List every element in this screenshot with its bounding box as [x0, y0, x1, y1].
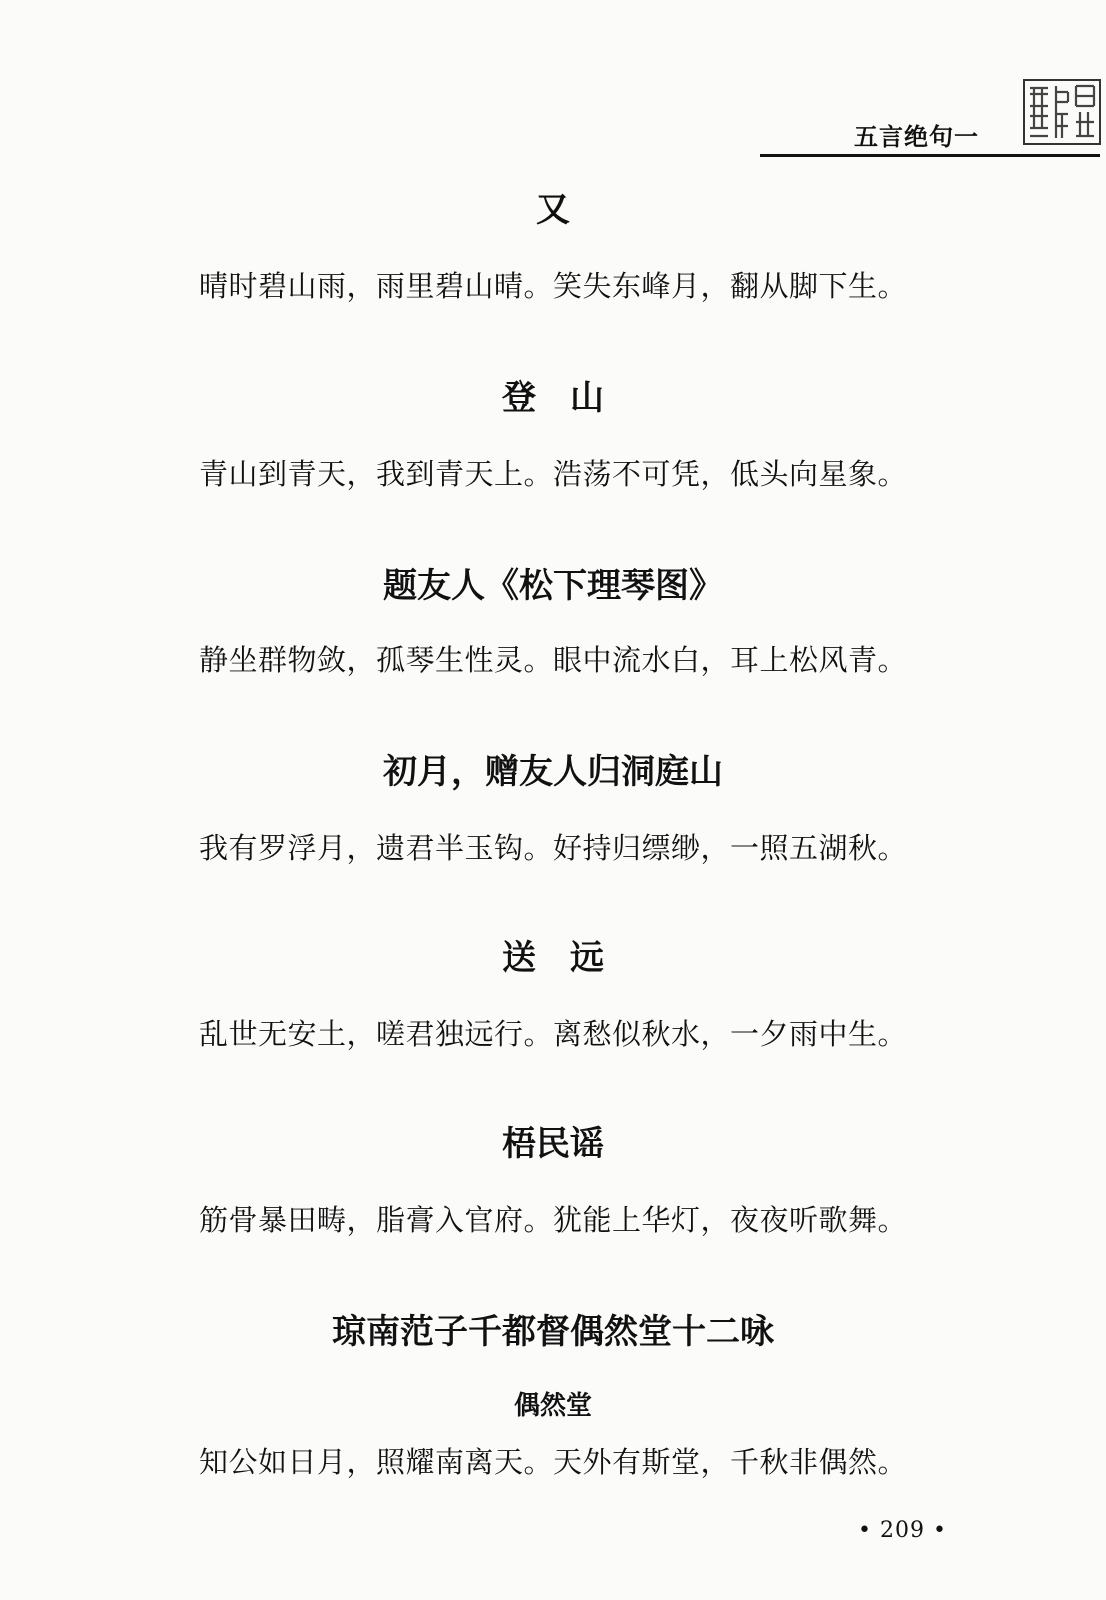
series-subtitle: 偶然堂	[513, 1391, 592, 1421]
header-rule	[760, 154, 1100, 157]
poem-title: 送 远	[502, 938, 604, 978]
poem-text: 晴时碧山雨，雨里碧山晴。笑失东峰月，翻从脚下生。	[198, 269, 907, 303]
poem-text: 我有罗浮月，遗君半玉钩。好持归缥缈，一照五湖秋。	[198, 831, 907, 865]
section-title: 五言绝句一	[854, 123, 979, 151]
poem-title: 梧民谣	[502, 1124, 604, 1164]
poem-title: 又	[536, 190, 570, 230]
poem-title: 登 山	[502, 378, 604, 418]
series-title: 琼南范子千都督偶然堂十二咏	[332, 1312, 774, 1352]
poem-title: 题友人《松下理琴图》	[383, 566, 723, 606]
page-number: • 209 •	[858, 1518, 947, 1543]
poem-text: 知公如日月，照耀南离天。天外有斯堂，千秋非偶然。	[198, 1445, 907, 1479]
poem-text: 青山到青天，我到青天上。浩荡不可凭，低头向星象。	[198, 457, 907, 491]
poem-text: 静坐群物敛，孤琴生性灵。眼中流水白，耳上松风青。	[198, 643, 907, 677]
poem-text: 乱世无安土，嗟君独远行。离愁似秋水，一夕雨中生。	[198, 1017, 907, 1051]
poem-title: 初月，赠友人归洞庭山	[383, 752, 723, 792]
poem-text: 筋骨暴田畴，脂膏入官府。犹能上华灯，夜夜听歌舞。	[198, 1203, 907, 1237]
seal-stamp-icon	[1022, 78, 1102, 146]
